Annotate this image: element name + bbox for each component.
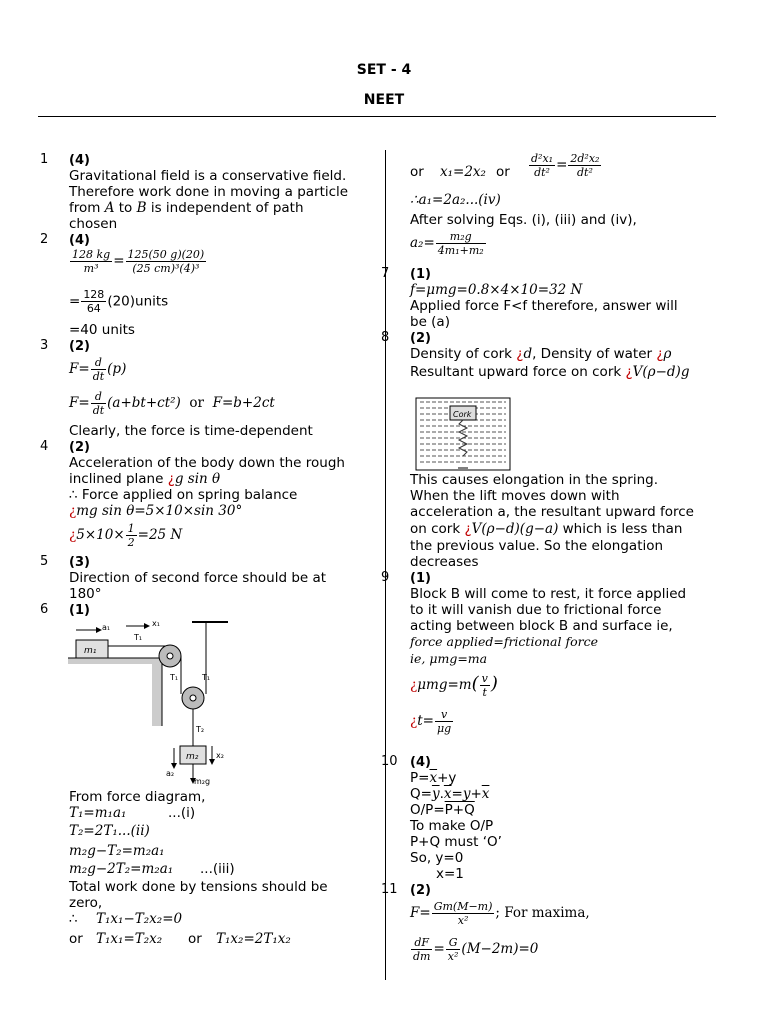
- q4-line1: Acceleration of the body down the rough: [69, 455, 345, 471]
- q6-r3: After solving Eqs. (i), (iii) and (iv),: [410, 212, 637, 228]
- q2-number: 2: [40, 232, 49, 247]
- q5-line1: Direction of second force should be at: [69, 570, 327, 586]
- q3-eq2: F= $\frac{d}{dt}$ (a+bt+ct²) or F=b+2ct: [69, 390, 275, 417]
- q8-line4: When the lift moves down with: [410, 488, 620, 504]
- label-m2g: m₂g: [194, 777, 211, 786]
- q1-number: 1: [40, 152, 49, 167]
- q6-eq2: T₂=2T₁...(ii): [69, 823, 150, 839]
- q9-line5: ie, μmg=ma: [410, 651, 488, 666]
- q4-line5: ¿5×10× $\frac{1}{2}$ =25 N: [69, 522, 183, 549]
- q11-answer: (2): [410, 883, 431, 898]
- cork-label: Cork: [453, 410, 472, 419]
- q11-eq1: F= $\frac{Gm(M-m)}{\text{x²}}$ ; For maxima,: [410, 900, 590, 927]
- label-x1: x₁: [152, 619, 160, 628]
- q4-answer: (2): [69, 440, 90, 455]
- q6-r4: a₂= $\frac{\text{m₂g}}{\text{4m₁+m₂}}$: [410, 230, 484, 257]
- q6-line1: From force diagram,: [69, 789, 206, 805]
- q8-line3: This causes elongation in the spring.: [410, 472, 659, 488]
- label-m1: m₁: [84, 646, 97, 656]
- q6-eq1-tag: ...(i): [168, 805, 196, 821]
- table-leg: [152, 664, 162, 726]
- q4-number: 4: [40, 439, 49, 454]
- q6-r1-or: or: [496, 164, 510, 180]
- label-a2: a₂: [166, 769, 175, 778]
- q7-line2: Applied force F<f therefore, answer will: [410, 298, 678, 314]
- q9-line1: Block B will come to rest, it force applied: [410, 586, 687, 602]
- q8-line2: Resultant upward force on cork ¿V(ρ−d)g: [410, 364, 690, 380]
- q8-answer: (2): [410, 331, 431, 346]
- set-label: SET - 4: [356, 62, 412, 78]
- q6-eq5: T₁x₁−T₂x₂=0: [96, 911, 183, 927]
- q6-therefore: ∴: [69, 911, 78, 927]
- q6-r1-eq: x₁=2x₂: [440, 164, 486, 180]
- q3-conclusion: Clearly, the force is time-dependent: [69, 423, 313, 439]
- q6-line3: zero,: [69, 895, 103, 911]
- q1-line4: chosen: [69, 216, 118, 232]
- label-a1: a₁: [102, 623, 111, 632]
- q6-eq1: T₁=m₁a₁: [69, 805, 127, 821]
- q6-r1-deriv: $\frac{\text{d²x₁}}{\text{dt²}}$ = $\frac{\text{2d²x₂}}{\text{dt²}}$: [531, 152, 600, 179]
- header-rule: [38, 116, 716, 117]
- q5-line2: 180°: [69, 586, 102, 602]
- q6-eq6: T₁x₁=T₂x₂: [96, 931, 163, 947]
- q10-answer: (4): [410, 755, 431, 770]
- q6-r2: ∴a₁=2a₂...(iv): [410, 192, 501, 208]
- label-T2: T₂: [196, 725, 205, 734]
- q8-number: 8: [381, 330, 390, 345]
- q7-answer: (1): [410, 267, 431, 282]
- q1-line1: Gravitational field is a conservative field.: [69, 168, 347, 184]
- q10-line3: O/P=P+Q: [410, 802, 475, 818]
- q6-eq7: T₁x₂=2T₁x₂: [216, 931, 291, 947]
- q3-eq1: F= $\frac{d}{dt}$ (p): [69, 356, 127, 383]
- q6-eq3: m₂g−T₂=m₂a₁: [69, 843, 165, 859]
- q11-eq2: $\frac{dF}{dm}$ = $\frac{G}{\text{x²}}$ (M−2m)=0: [413, 936, 539, 963]
- q9-line4: force applied=frictional force: [410, 634, 598, 649]
- q3-number: 3: [40, 338, 49, 353]
- q9-number: 9: [381, 570, 390, 585]
- q5-answer: (3): [69, 555, 90, 570]
- label-T1b: T₁: [170, 673, 179, 682]
- q8-line7: the previous value. So the elongation: [410, 538, 664, 554]
- q10-line6: So, y=0: [410, 850, 464, 866]
- q6-or2: or: [188, 931, 202, 947]
- q2-result: =40 units: [69, 322, 135, 338]
- label-T1: T₁: [134, 633, 143, 642]
- q6-line2: Total work done by tensions should be: [69, 879, 328, 895]
- q7-line1: f=μmg=0.8×4×10=32 N: [410, 282, 583, 298]
- q6-r1: or: [410, 164, 424, 180]
- q9-line6: ¿μmg=m( $\frac{v}{t}$ ): [410, 672, 498, 699]
- q3-answer: (2): [69, 339, 90, 354]
- q9-answer: (1): [410, 571, 431, 586]
- exam-title: NEET: [363, 92, 405, 108]
- q10-number: 10: [381, 754, 398, 769]
- q9-line7: ¿t= $\frac{v}{\mu g}$: [410, 708, 452, 735]
- q4-line3: ∴ Force applied on spring balance: [69, 487, 298, 503]
- q2-step: = $\frac{128}{64}$ (20)units: [69, 288, 169, 315]
- q4-line4: ¿mg sin θ=5×10×sin 30°: [69, 503, 243, 519]
- q6-eq4: m₂g−2T₂=m₂a₁: [69, 861, 174, 877]
- label-x2: x₂: [216, 751, 224, 760]
- q10-line5: P+Q must ‘O’: [410, 834, 502, 850]
- q11-number: 11: [381, 882, 398, 897]
- q9-line3: acting between block B and surface ie,: [410, 618, 673, 634]
- q2-equation: $\frac{128 kg}{\text{m³}}$ = $\frac{125(50 g)(20)}{\text{(25 cm)³(4)³}}$: [72, 248, 205, 275]
- label-m2: m₂: [186, 752, 199, 762]
- q6-or1: or: [69, 931, 83, 947]
- q10-line1: $P=\overline{x}+y$: [410, 770, 457, 786]
- q6-eq4-tag: ...(iii): [200, 861, 235, 877]
- q2-answer: (4): [69, 233, 90, 248]
- label-T1c: T₁: [202, 673, 211, 682]
- q10-line7: x=1: [436, 866, 464, 882]
- q1-line3: from A to B is independent of path: [69, 200, 304, 216]
- q8-line8: decreases: [410, 554, 479, 570]
- q1-line2: Therefore work done in moving a particle: [69, 184, 349, 200]
- q1-answer: (4): [69, 153, 90, 168]
- q7-line3: be (a): [410, 314, 450, 330]
- pulley-diagram: [66, 618, 236, 788]
- q4-line2: inclined plane ¿g sin θ: [69, 471, 221, 487]
- q9-line2: to it will vanish due to frictional force: [410, 602, 662, 618]
- cork-in-water-diagram: [414, 384, 514, 474]
- q8-line5: acceleration a, the resultant upward force: [410, 504, 694, 520]
- q7-number: 7: [381, 266, 390, 281]
- q6-answer: (1): [69, 603, 90, 618]
- q8-line6: on cork ¿V(ρ−d)(g−a) which is less than: [410, 521, 683, 537]
- table-top: [68, 658, 168, 664]
- q6-number: 6: [40, 602, 49, 617]
- q5-number: 5: [40, 554, 49, 569]
- q10-line2: $Q=\overline{y}.\overline{x}=y+\overline{x}$: [410, 786, 490, 802]
- q8-line1: Density of cork ¿d, Density of water ¿ρ: [410, 346, 672, 362]
- q10-line4: To make O/P: [410, 818, 494, 834]
